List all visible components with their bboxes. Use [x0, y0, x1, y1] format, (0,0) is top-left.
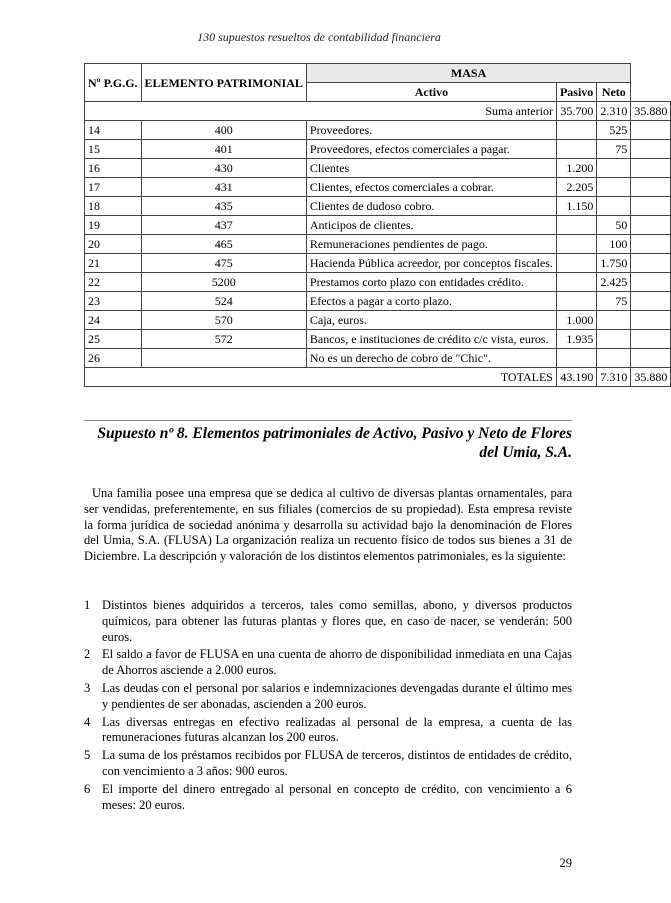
list-item-number: 6: [84, 781, 91, 796]
row-description: Clientes: [306, 159, 556, 178]
running-header: 130 supuestos resueltos de contabilidad financiera: [197, 30, 441, 44]
table-row: [85, 254, 671, 273]
row-pasivo: [597, 330, 631, 349]
row-account: 572: [141, 330, 306, 349]
row-number: 14: [85, 121, 142, 140]
row-account: 435: [141, 197, 306, 216]
row-description: Hacienda Pública acreedor, por conceptos fiscales.: [306, 254, 556, 273]
list-item-text: La suma de los préstamos recibidos por FLUSA de terceros, distintos de entidades de crédito, con vencimiento a 3 años: 900 euros.: [102, 748, 572, 778]
row-account: 437: [141, 216, 306, 235]
row-account: 475: [141, 254, 306, 273]
ledger-table: [84, 63, 671, 387]
table-row: [85, 311, 671, 330]
row-pasivo: 50: [597, 216, 631, 235]
row-neto: [631, 216, 671, 235]
list-item-number: 5: [84, 748, 91, 763]
list-item-number: 1: [84, 598, 91, 612]
row-description: Caja, euros.: [306, 311, 556, 330]
row-number: 17: [85, 178, 142, 197]
table-row: [85, 216, 671, 235]
row-pasivo: [597, 178, 631, 197]
row-number: 25: [85, 330, 142, 349]
list-item: [84, 681, 572, 713]
row-neto: [631, 311, 671, 330]
row-number: 20: [85, 235, 142, 254]
row-neto: [631, 235, 671, 254]
page-number: 29: [559, 856, 572, 870]
row-pasivo: 525: [597, 121, 631, 140]
row-account: [141, 349, 306, 368]
row-pasivo: [597, 197, 631, 216]
row-number: 22: [85, 273, 142, 292]
list-item-text: Las deudas con el personal por salarios e indemnizaciones devengadas durante el último mes y pendientes de ser abonadas, ascienden a 200 euros.: [102, 680, 572, 711]
row-number: 24: [85, 311, 142, 330]
items-list: [84, 598, 572, 815]
table-header-row: [85, 64, 671, 83]
row-pasivo: [597, 159, 631, 178]
section-title-line2: del Umia, S.A.: [479, 444, 572, 461]
totals-label: TOTALES: [85, 368, 557, 387]
row-description: Proveedores.: [306, 121, 556, 140]
row-activo: 1.200: [556, 159, 596, 178]
table-row: [85, 330, 671, 349]
row-neto: [631, 254, 671, 273]
table-row: [85, 349, 671, 368]
row-activo: 1.150: [556, 197, 596, 216]
intro-paragraph: Una familia posee una empresa que se dedica al cultivo de diversas plantas ornamentales, para ser vendidas, preferentemente, en sus filiales (comercios de su propiedad). Esta empresa reviste la forma jurídica de sociedad anónima y desarrolla su actividad bajo la denominación de Flores del Umia, S.A. (FLUSA) La organización realiza un recuento físico de todos sus bienes a 31 de Diciembre. La descripción y valoración de los distintos elementos patrimoniales, es la siguiente:: [84, 486, 572, 564]
row-neto: [631, 121, 671, 140]
col-header-npgg: Nº P.G.G.: [85, 64, 142, 102]
row-activo: [556, 292, 596, 311]
col-header-element: ELEMENTO PATRIMONIAL: [141, 64, 306, 102]
row-account: 570: [141, 311, 306, 330]
carry-activo: 35.700: [556, 102, 596, 121]
row-number: 15: [85, 140, 142, 159]
list-item: [84, 598, 572, 645]
carry-label: Suma anterior: [85, 102, 557, 121]
section-divider: [84, 420, 572, 421]
table-row: [85, 121, 671, 140]
row-number: 23: [85, 292, 142, 311]
row-activo: [556, 349, 596, 368]
row-activo: [556, 235, 596, 254]
list-item-text: Las diversas entregas en efectivo realizadas al personal de la empresa, a cuenta de las remuneraciones futuras alcanzan los 200 euros.: [102, 714, 572, 745]
table-row: [85, 273, 671, 292]
carry-pasivo: 2.310: [597, 102, 631, 121]
row-account: 5200: [141, 273, 306, 292]
row-pasivo: [597, 349, 631, 368]
row-description: Remuneraciones pendientes de pago.: [306, 235, 556, 254]
row-neto: [631, 140, 671, 159]
row-description: Efectos a pagar a corto plazo.: [306, 292, 556, 311]
row-description: Clientes, efectos comerciales a cobrar.: [306, 178, 556, 197]
row-neto: [631, 349, 671, 368]
row-account: 524: [141, 292, 306, 311]
table-row: [85, 140, 671, 159]
row-number: 16: [85, 159, 142, 178]
row-pasivo: 75: [597, 292, 631, 311]
row-pasivo: [597, 311, 631, 330]
row-pasivo: 75: [597, 140, 631, 159]
row-number: 18: [85, 197, 142, 216]
row-description: Bancos, e instituciones de crédito c/c vista, euros.: [306, 330, 556, 349]
row-account: 430: [141, 159, 306, 178]
section-title-line1: Supuesto nº 8. Elementos patrimoniales de Activo, Pasivo y Neto de Flores: [97, 425, 572, 442]
row-neto: [631, 330, 671, 349]
table-row: [85, 235, 671, 254]
list-item: [84, 748, 572, 780]
row-activo: [556, 121, 596, 140]
row-account: 465: [141, 235, 306, 254]
table-row: [85, 292, 671, 311]
row-neto: [631, 197, 671, 216]
list-item: [84, 647, 572, 679]
table-row: [85, 197, 671, 216]
list-item: [84, 782, 572, 814]
list-item-text: El importe del dinero entregado al personal en concepto de crédito, con vencimiento a 6 meses: 20 euros.: [102, 781, 572, 812]
section-title: [84, 424, 572, 462]
list-item-text: Distintos bienes adquiridos a terceros, tales como semillas, abono, y diversos productos químicos, para obtener las futuras plantas y flores que, en caso de nacer, se venderán: 500 euros.: [102, 598, 572, 644]
ledger-body: [85, 102, 671, 368]
list-item-number: 4: [84, 714, 91, 729]
row-neto: [631, 159, 671, 178]
list-item: [84, 715, 572, 747]
row-description: Clientes de dudoso cobro.: [306, 197, 556, 216]
col-header-pasivo: Pasivo: [556, 83, 596, 102]
totals-pasivo: 7.310: [597, 368, 631, 387]
row-pasivo: 2.425: [597, 273, 631, 292]
row-neto: [631, 178, 671, 197]
row-activo: [556, 273, 596, 292]
row-description: Anticipos de clientes.: [306, 216, 556, 235]
row-neto: [631, 273, 671, 292]
totals-neto: 35.880: [631, 368, 671, 387]
row-account: 400: [141, 121, 306, 140]
row-activo: [556, 140, 596, 159]
row-description: No es un derecho de cobro de "Chic".: [306, 349, 556, 368]
row-activo: 1.000: [556, 311, 596, 330]
totals-row: [85, 368, 671, 387]
row-pasivo: 100: [597, 235, 631, 254]
row-description: Prestamos corto plazo con entidades crédito.: [306, 273, 556, 292]
row-number: 19: [85, 216, 142, 235]
row-description: Proveedores, efectos comerciales a pagar.: [306, 140, 556, 159]
col-header-neto: Neto: [597, 83, 631, 102]
col-header-masa: MASA: [306, 64, 630, 83]
carry-neto: 35.880: [631, 102, 671, 121]
col-header-activo: Activo: [306, 83, 556, 102]
totals-activo: 43.190: [556, 368, 596, 387]
row-number: 26: [85, 349, 142, 368]
row-activo: 2.205: [556, 178, 596, 197]
row-number: 21: [85, 254, 142, 273]
list-item-number: 2: [84, 647, 91, 662]
table-row: [85, 159, 671, 178]
row-activo: [556, 216, 596, 235]
row-activo: [556, 254, 596, 273]
row-neto: [631, 292, 671, 311]
row-activo: 1.935: [556, 330, 596, 349]
row-pasivo: 1.750: [597, 254, 631, 273]
list-item-number: 3: [84, 680, 91, 695]
table-row: [85, 178, 671, 197]
list-item-text: El saldo a favor de FLUSA en una cuenta de ahorro de disponibilidad inmediata en una Cajas de Ahorros asciende a 2.000 euros.: [102, 647, 572, 678]
carry-row: [85, 102, 671, 121]
row-account: 431: [141, 178, 306, 197]
row-account: 401: [141, 140, 306, 159]
